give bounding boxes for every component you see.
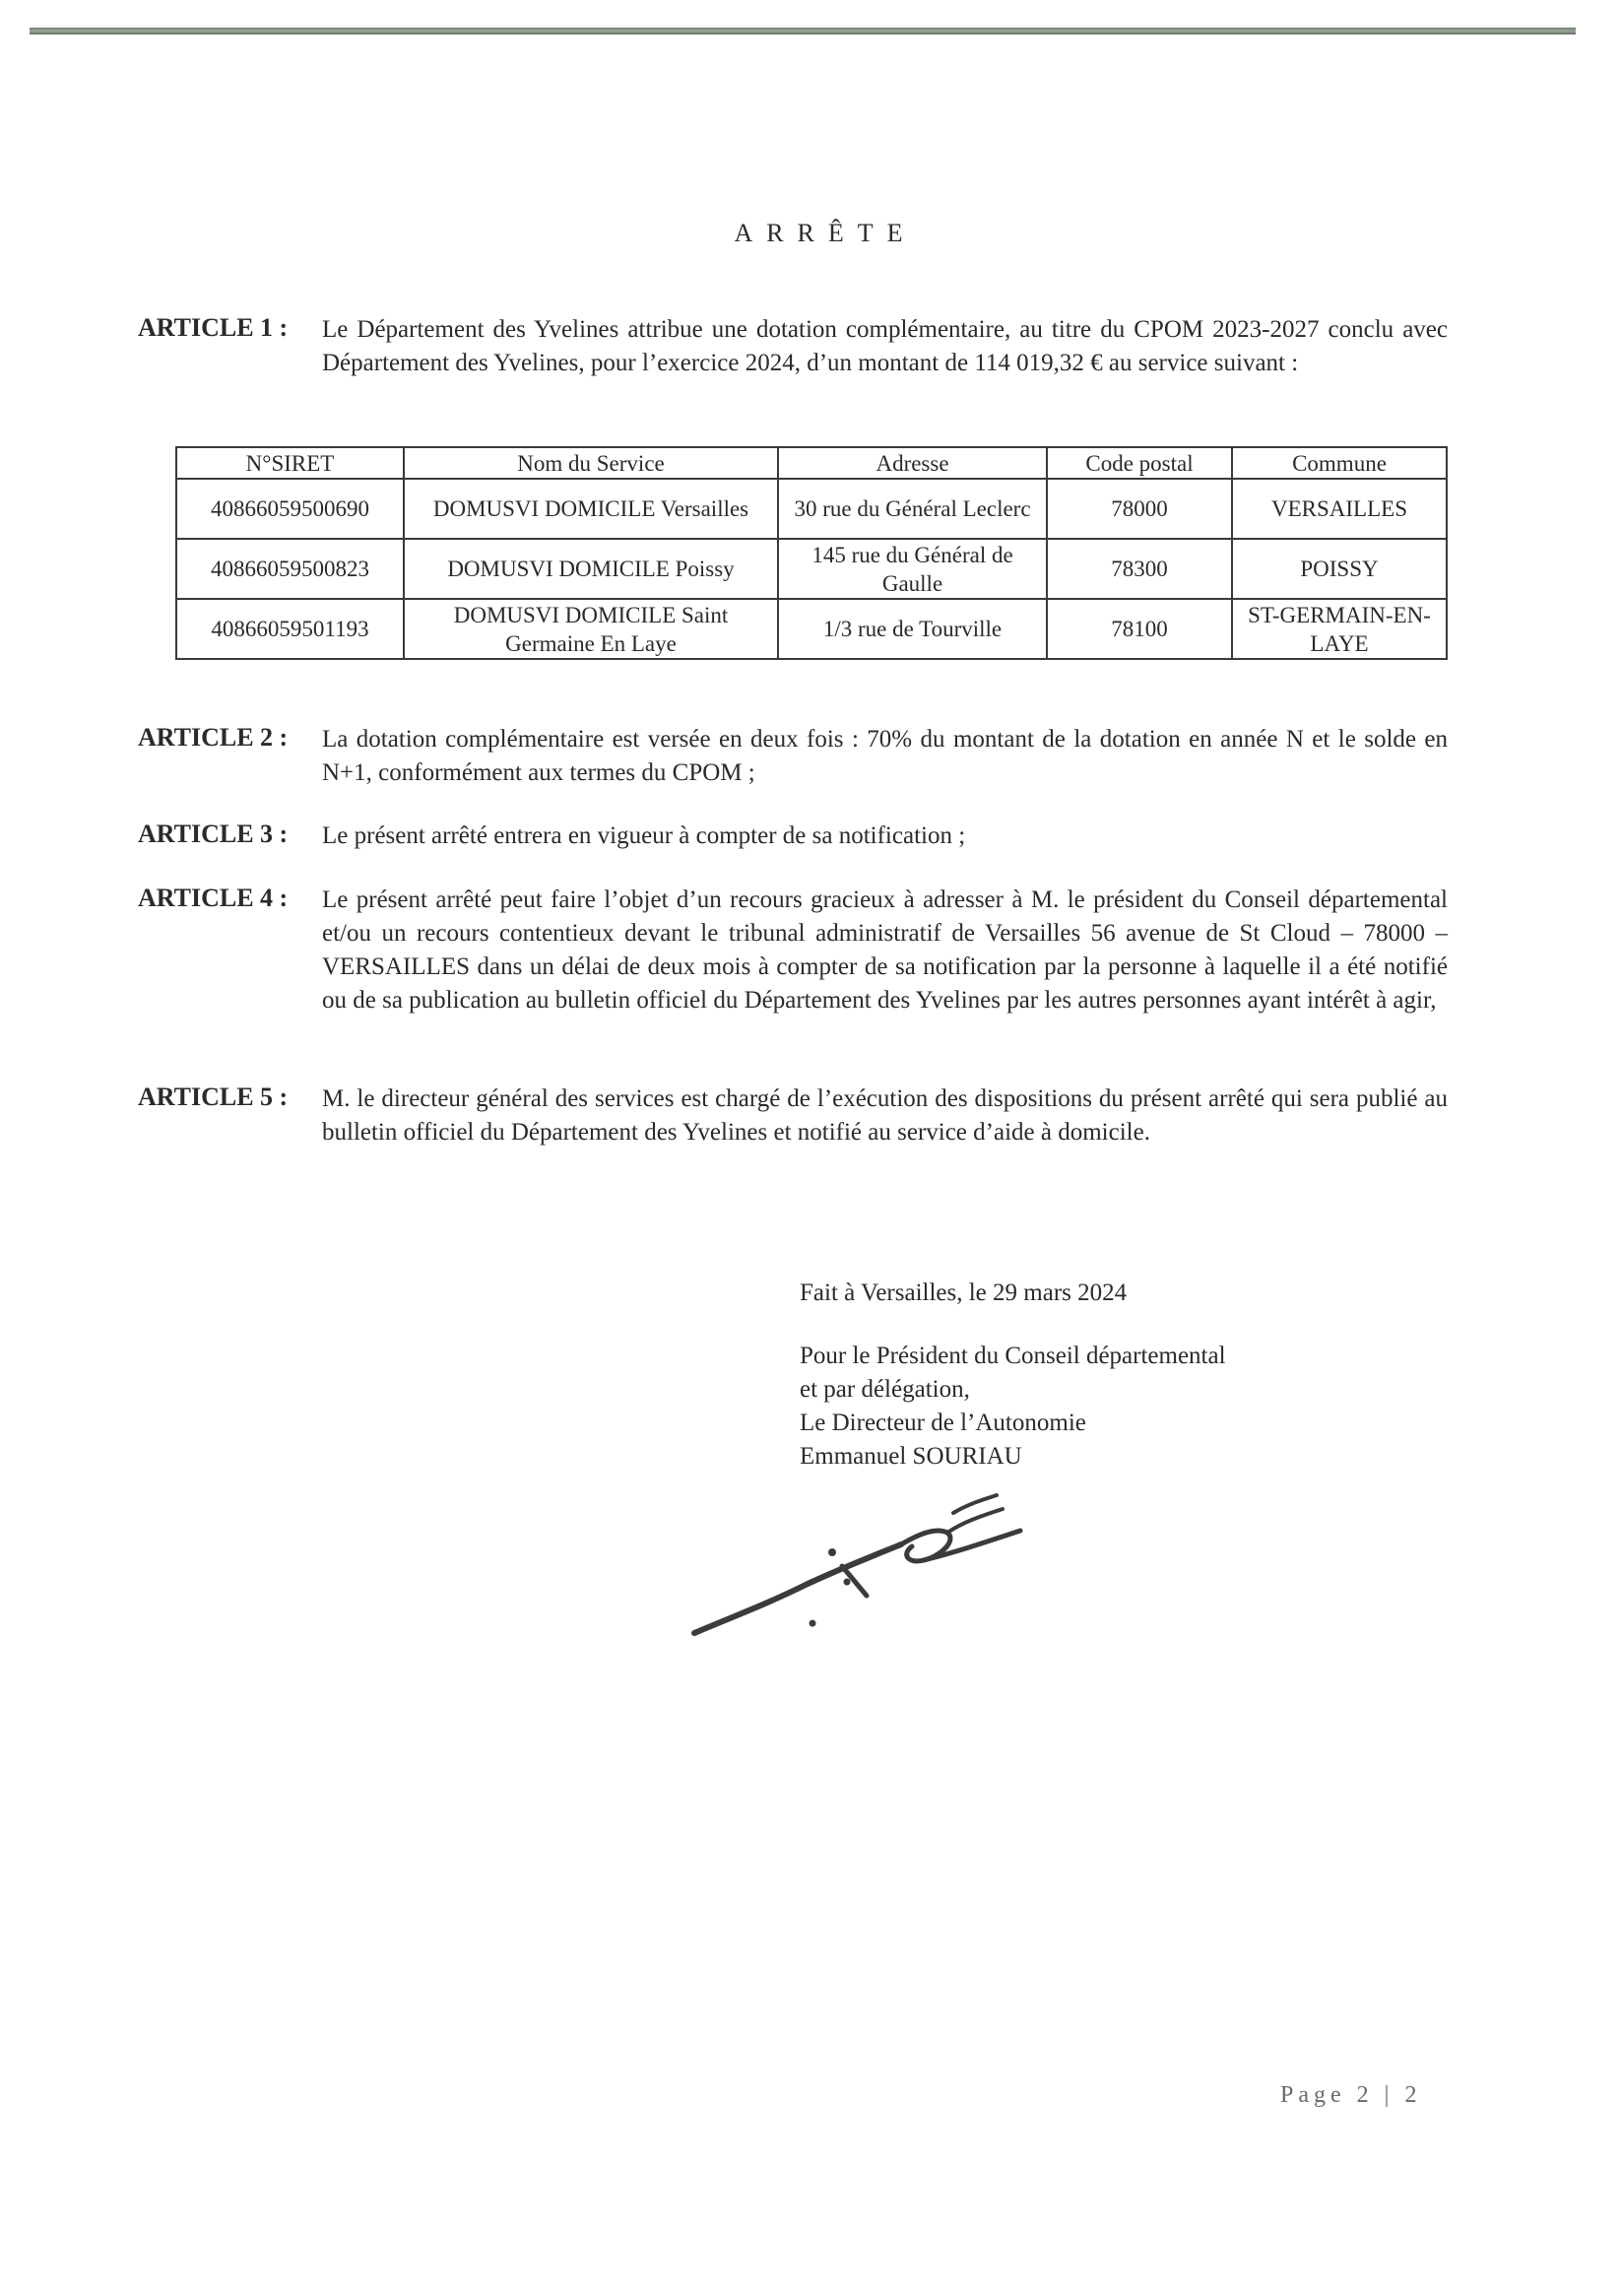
signatory-line: et par délégation, — [800, 1376, 970, 1403]
cell-siret: 40866059500690 — [176, 479, 404, 539]
cell-siret: 40866059501193 — [176, 599, 404, 659]
article-label: ARTICLE 1 : — [138, 313, 289, 342]
column-header-postal-code: Code postal — [1047, 447, 1232, 479]
cell-commune: VERSAILLES — [1232, 479, 1447, 539]
cell-service: DOMUSVI DOMICILE Poissy — [404, 539, 778, 599]
cell-address: 1/3 rue de Tourville — [778, 599, 1047, 659]
cell-postal-code: 78000 — [1047, 479, 1232, 539]
cell-postal-code: 78300 — [1047, 539, 1232, 599]
cell-service: DOMUSVI DOMICILE Saint Germaine En Laye — [404, 599, 778, 659]
document-title: ARRÊTE — [734, 219, 917, 247]
column-header-service: Nom du Service — [404, 447, 778, 479]
column-header-address: Adresse — [778, 447, 1047, 479]
cell-address: 30 rue du Général Leclerc — [778, 479, 1047, 539]
article-text: Le présent arrêté entrera en vigueur à compter de sa notification ; — [322, 822, 966, 849]
signature-block — [800, 1277, 1391, 1474]
handwritten-signature — [689, 1485, 1044, 1663]
column-header-siret: N°SIRET — [176, 447, 404, 479]
table-row — [176, 599, 1447, 659]
top-border-rule — [30, 28, 1576, 34]
cell-siret: 40866059500823 — [176, 539, 404, 599]
place-and-date: Fait à Versailles, le 29 mars 2024 — [800, 1279, 1128, 1306]
table-row — [176, 479, 1447, 539]
table-row — [176, 539, 1447, 599]
column-header-commune: Commune — [1232, 447, 1447, 479]
article-label: ARTICLE 4 : — [138, 884, 289, 912]
signatory-line: Pour le Président du Conseil départemental — [800, 1343, 1226, 1369]
services-table — [175, 446, 1448, 660]
table-header-row — [176, 447, 1447, 479]
article-label: ARTICLE 3 : — [138, 820, 289, 848]
cell-commune: POISSY — [1232, 539, 1447, 599]
cell-postal-code: 78100 — [1047, 599, 1232, 659]
article-text: La dotation complémentaire est versée en deux fois : 70% du montant de la dotation en année N et le solde en N+1, conformément aux termes du CPOM ; — [322, 726, 1448, 786]
article-text: Le Département des Yvelines attribue une dotation complémentaire, au titre du CPOM 2023-2027 conclu avec Département des Yvelines, pour l’exercice 2024, d’un montant de 114 019,32 € au service suivant : — [322, 316, 1448, 376]
article-label: ARTICLE 2 : — [138, 723, 289, 752]
article-text: M. le directeur général des services est chargé de l’exécution des dispositions du présent arrêté qui sera publié au bulletin officiel du Département des Yvelines et notifié au service d’aide à domicile. — [322, 1085, 1448, 1146]
article-text: Le présent arrêté peut faire l’objet d’un recours gracieux à adresser à M. le président du Conseil départemental et/ou un recours contentieux devant le tribunal administratif de Versailles 56 avenue de St Cloud – 78000 – VERSAILLES dans un délai de deux mois à compter de sa notification par la personne à laquelle il a été notifié ou de sa publication au bulletin officiel du Département des Yvelines par les autres personnes ayant intérêt à agir, — [322, 886, 1448, 1014]
cell-service: DOMUSVI DOMICILE Versailles — [404, 479, 778, 539]
page-number: Page 2 | 2 — [1280, 2082, 1422, 2108]
cell-address: 145 rue du Général de Gaulle — [778, 539, 1047, 599]
signatory-name: Emmanuel SOURIAU — [800, 1443, 1022, 1470]
article-label: ARTICLE 5 : — [138, 1082, 289, 1111]
cell-commune: ST-GERMAIN-EN-LAYE — [1232, 599, 1447, 659]
signatory-line: Le Directeur de l’Autonomie — [800, 1410, 1086, 1436]
